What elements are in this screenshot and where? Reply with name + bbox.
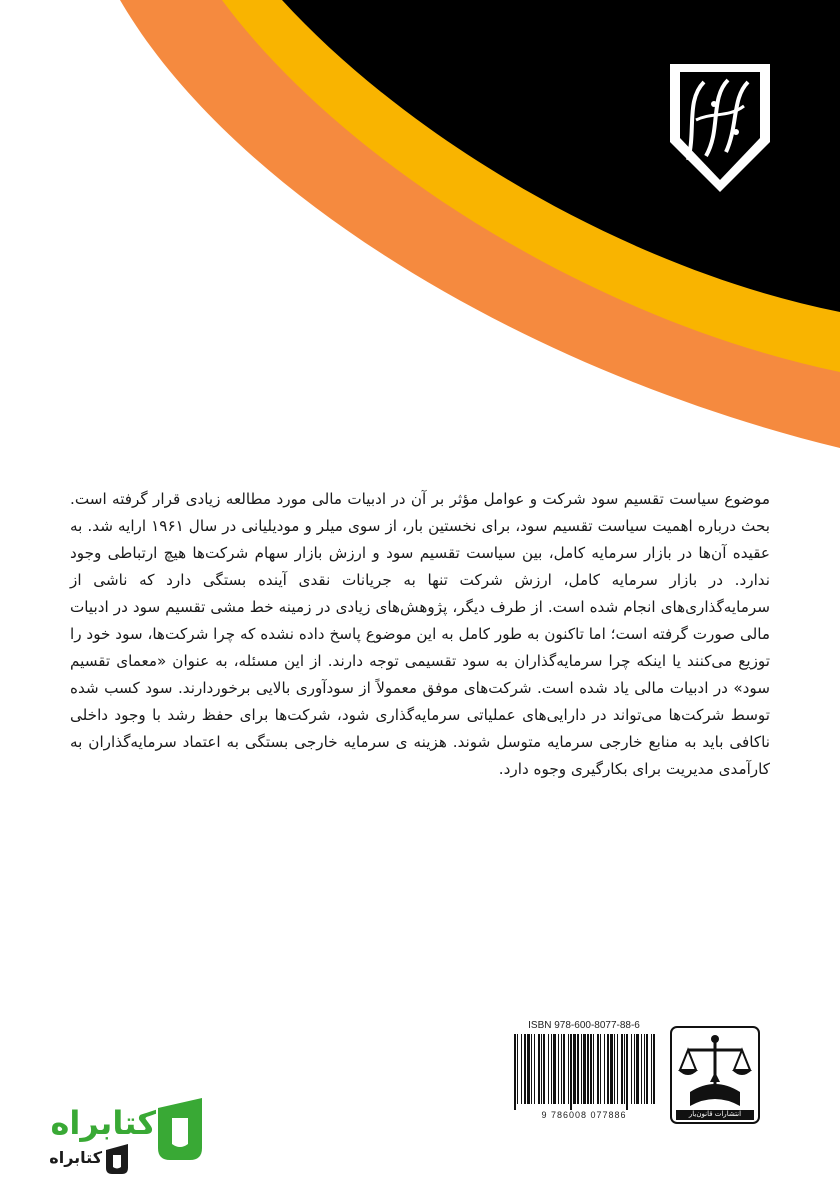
- barcode-bar: [600, 1034, 601, 1104]
- publisher-name: انتشارات قانون‌یار: [688, 1110, 742, 1118]
- barcode-bar: [527, 1034, 530, 1104]
- calligraphy-emblem-icon: [666, 60, 774, 196]
- barcode-bar: [531, 1034, 532, 1104]
- barcode-bar: [646, 1034, 648, 1104]
- barcode-bar: [568, 1034, 569, 1104]
- ketabrah-small-text: کتابراه: [49, 1148, 102, 1167]
- barcode-bar: [548, 1034, 549, 1104]
- blurb-paragraph: موضوع سیاست تقسیم سود شرکت و عوامل مؤثر بر آن در ادبیات مالی مورد مطالعه زیادی قرار گرفته است. بحث درباره اهمیت سیاست تقسیم سود، برای نخستین بار، از سوی میلر و مودیلیانی در سال ۱۹۶۱ ارایه شد. به عقیده آن‌ها در بازار سرمایه کامل، بین سیاست تقسیم سود و ارزش بازار سهام شرکت‌ها هیچ ارتباطی وجود ندارد. در بازار سرمایه کامل، ارزش شرکت تنها به جریانات نقدی آینده بستگی دارد که ناشی از سرمایه‌گذاری‌های انجام شده است. از طرف دیگر، پژوهش‌های زیادی در زمینه خط مشی تقسیم سود در ادبیات مالی صورت گرفته است؛ اما تاکنون به طور کامل به این موضوع پاسخ داده نشده که چرا شرکت‌ها، سود خود را توزیع می‌کنند یا اینکه چرا سرمایه‌گذاران به سود تقسیمی توجه دارند. از این مسئله، به عنوان «معمای تقسیم سود» در ادبیات مالی یاد شده است. شرکت‌های موفق معمولاً از سودآوری بالایی برخوردارند. سود کسب شده توسط شرکت‌ها می‌تواند در دارایی‌های عملیاتی سرمایه‌گذاری شود، شرکت‌ها برای حفظ رشد با وجود داخلی ناکافی باید به منابع خارجی سرمایه متوسل شوند. هزینه ی سرمایه خارجی بستگی به اعتماد سرمایه‌گذاران به کارآمدی مدیریت برای بکارگیری وجوه دارد.: [70, 490, 770, 778]
- barcode-bar: [573, 1034, 576, 1104]
- barcode-bar: [604, 1034, 605, 1104]
- barcode-bar: [597, 1034, 599, 1104]
- barcode-bar: [583, 1034, 586, 1104]
- barcode-bar: [524, 1034, 526, 1104]
- barcode-bar: [551, 1034, 552, 1104]
- barcode-bar: [590, 1034, 592, 1104]
- barcode-bar: [644, 1034, 645, 1104]
- barcode-bar: [543, 1034, 545, 1104]
- barcode-bar: [570, 1034, 572, 1110]
- back-cover-blurb: [70, 486, 770, 783]
- barcode-bar: [587, 1034, 589, 1104]
- barcode-bar: [653, 1034, 655, 1104]
- barcode-bar: [577, 1034, 579, 1104]
- ketabrah-logo-text: کتابراه: [50, 1104, 156, 1142]
- barcode-bar: [631, 1034, 632, 1104]
- barcode-bar: [581, 1034, 582, 1104]
- barcode-bar: [541, 1034, 542, 1104]
- barcode-bar: [614, 1034, 615, 1104]
- barcode-bar: [626, 1034, 628, 1110]
- barcode-bar: [651, 1034, 652, 1104]
- barcode-bar: [521, 1034, 522, 1104]
- barcode-bar: [593, 1034, 594, 1104]
- barcode-bar: [607, 1034, 609, 1104]
- barcode-bar: [517, 1034, 518, 1104]
- barcode-bar: [534, 1034, 535, 1104]
- isbn-digits: 9 786008 077886: [541, 1110, 627, 1120]
- ketabrah-watermark: [40, 1090, 210, 1180]
- barcode-bar: [553, 1034, 556, 1104]
- isbn-label: ISBN 978-600-8077-88-6: [528, 1020, 640, 1031]
- barcode-bar: [621, 1034, 623, 1104]
- barcode-bar: [624, 1034, 625, 1104]
- barcode-bar: [558, 1034, 559, 1104]
- barcode-bar: [636, 1034, 639, 1104]
- ketabrah-logo-icon: [150, 1094, 210, 1164]
- barcode-bar: [634, 1034, 635, 1104]
- barcode-bar: [610, 1034, 613, 1104]
- barcode-bar: [641, 1034, 642, 1104]
- barcode-bar: [563, 1034, 565, 1104]
- isbn-barcode: [510, 1020, 658, 1124]
- barcode-bar: [617, 1034, 618, 1104]
- barcode-bar: [561, 1034, 562, 1104]
- barcode-bars: [512, 1034, 656, 1110]
- ketabrah-small-icon: [102, 1142, 132, 1176]
- barcode-bar: [538, 1034, 540, 1104]
- barcode-bar: [514, 1034, 516, 1110]
